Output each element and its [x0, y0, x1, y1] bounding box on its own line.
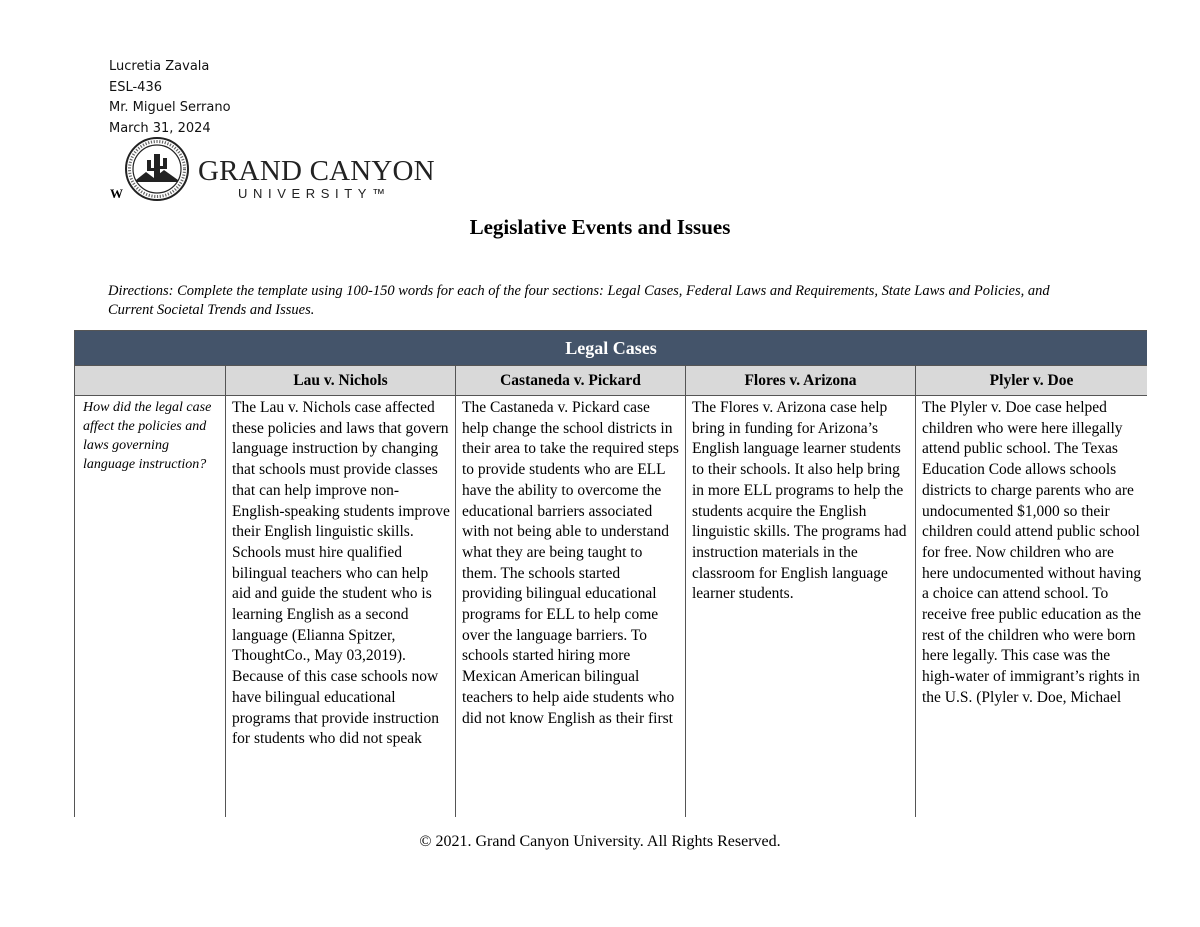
logo-prefix-letter: W [110, 186, 123, 201]
cell-plyler-v-doe: The Plyler v. Doe case helped children who were here illegally attend public school. The Texas Education Code allows schools districts to charge parents who are undocumented $1,000 so their children could attend public school for free. Now children who are here undocumented without having a choice can attend school. To receive free public education as the rest of the children who were born here legally. This case was the high-water of immigrant’s rights in the U.S. (Plyler v. Doe, Michael [916, 396, 1148, 818]
submission-date: March 31, 2024 [109, 120, 211, 136]
row-question: How did the legal case affect the policies and laws governing language instruction? [75, 396, 226, 818]
section-banner-legal-cases: Legal Cases [75, 331, 1148, 366]
legal-cases-table-container [74, 330, 1147, 817]
column-header-plyler-v-doe: Plyler v. Doe [916, 366, 1148, 396]
university-seal-icon [124, 136, 190, 202]
cell-flores-v-arizona: The Flores v. Arizona case help bring in funding for Arizona’s English language learner students to their schools. It also help bring in more ELL programs to help the students acquire the English linguistic skills. The programs had instruction materials in the classroom for English language learner students. [686, 396, 916, 818]
column-header-empty [75, 366, 226, 396]
column-header-flores-v-arizona: Flores v. Arizona [686, 366, 916, 396]
column-header-lau-v-nichols: Lau v. Nichols [226, 366, 456, 396]
copyright-footer: © 2021. Grand Canyon University. All Rights Reserved. [419, 833, 781, 850]
table-row [75, 396, 1148, 818]
logo-university-subtitle: UNIVERSITY™ [238, 186, 391, 201]
logo-university-name: GRAND CANYON [198, 155, 435, 187]
column-header-row [75, 366, 1148, 396]
legal-cases-table [74, 330, 1147, 817]
student-name: Lucretia Zavala [109, 59, 210, 74]
directions-text: Directions: Complete the template using 100-150 words for each of the four sections: Legal Cases, Federal Laws and Requirements, State Laws and Policies, and Current Societal Trends and Issues. [108, 283, 1050, 318]
course-code: ESL-436 [109, 79, 162, 95]
university-logo [110, 136, 435, 206]
column-header-castaneda-v-pickard: Castaneda v. Pickard [456, 366, 686, 396]
author-header [109, 57, 231, 139]
cell-castaneda-v-pickard: The Castaneda v. Pickard case help change the school districts in their area to take the required steps to provide students who are ELL have the ability to overcome the educational barriers associated with not being able to understand what they are being taught to them. The schools started providing bilingual educational programs for ELL to help come over the language barriers. To schools started hiring more Mexican American bilingual teachers to help aide students who did not know English as their first [456, 396, 686, 818]
instructor-name: Mr. Miguel Serrano [109, 100, 231, 115]
document-title: Legislative Events and Issues [469, 215, 731, 239]
cell-lau-v-nichols: The Lau v. Nichols case affected these policies and laws that govern language instruction by changing that schools must provide classes that can help improve non-English-speaking students improve their English linguistic skills. Schools must hire qualified bilingual teachers who can help aid and guide the student who is learning English as a second language (Elianna Spitzer, ThoughtCo., May 03,2019). Because of this case schools now have bilingual educational programs that provide instruction for students who did not speak [226, 396, 456, 818]
